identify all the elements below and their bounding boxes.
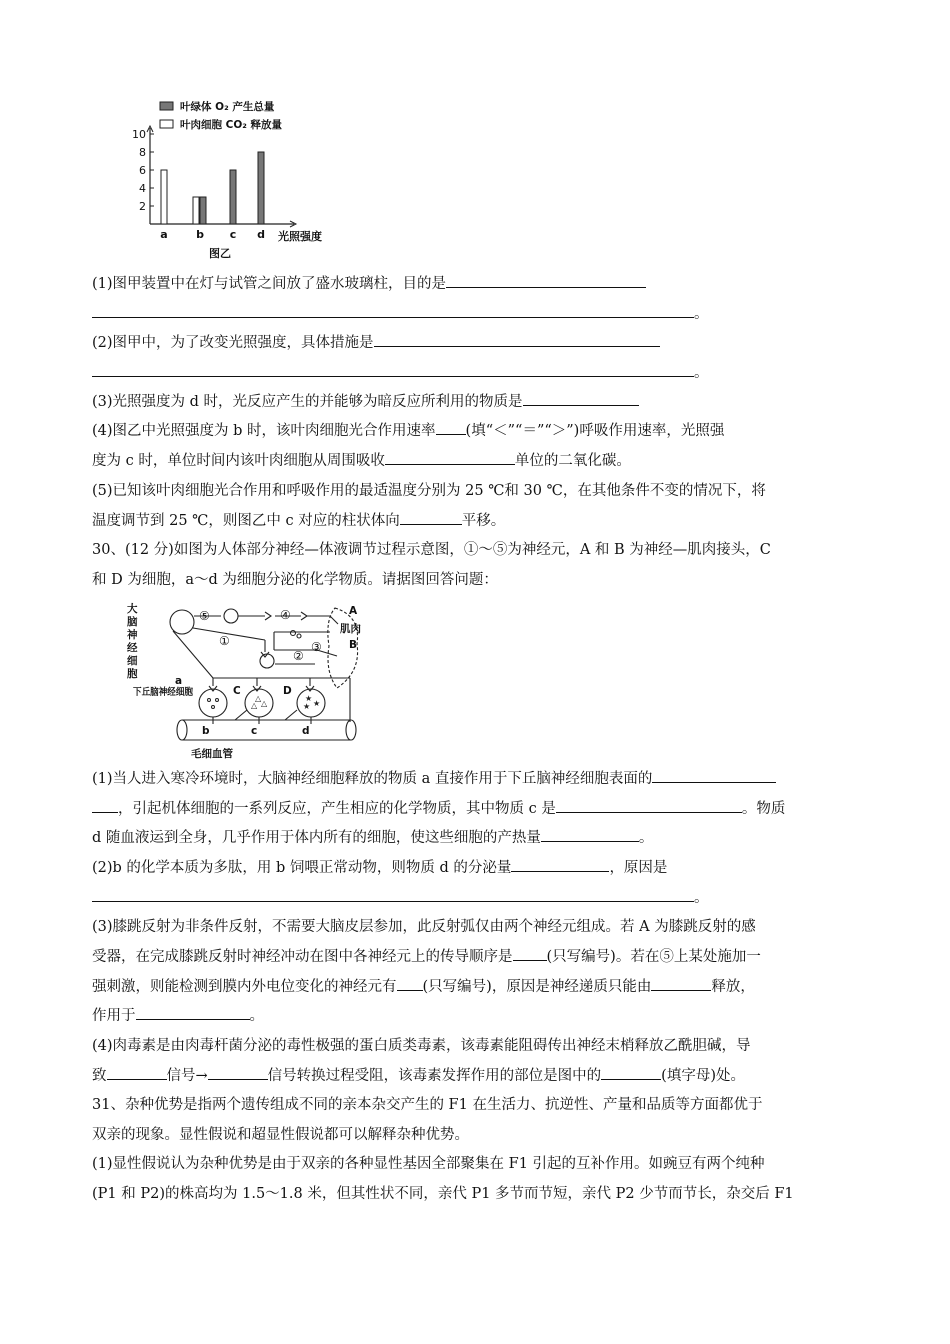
answer-blank[interactable]: [601, 1067, 661, 1080]
text-line: 温度调节到 25 ℃，则图乙中 c 对应的柱状体向 平移。: [92, 513, 506, 529]
x-tick-label: d: [257, 228, 265, 241]
svg-text:△: △: [255, 694, 262, 703]
svg-text:细: 细: [127, 655, 138, 667]
text-line: (2)b 的化学本质为多肽，用 b 饲喂正常动物，则物质 d 的分泌量 ，原因是: [92, 860, 668, 876]
text-line: (P1 和 P2)的株高均为 1.5～1.8 米，但其性状不同，亲代 P1 多节而节短，亲代 P2 少节而节长，杂交后 F1: [92, 1186, 794, 1202]
label-b: b: [202, 725, 210, 737]
legend-label-co2: 叶肉细胞 CO₂ 释放量: [180, 119, 283, 131]
neuron-2-soma: [260, 654, 274, 668]
svg-text:△: △: [261, 699, 268, 708]
text-line: (3)光照强度为 d 时，光反应产生的并能够为暗反应所利用的物质是: [92, 390, 862, 411]
y-tick-label: 10: [132, 128, 146, 141]
text-line: (3)膝跳反射为非条件反射，不需要大脑皮层参加，此反射弧仅由两个神经元组成。若 A 为膝跳反射的感: [92, 919, 756, 935]
bar-co2-release: [193, 197, 199, 224]
answer-blank[interactable]: [511, 859, 609, 872]
legend-swatch-o2: [160, 102, 173, 110]
text-line: (5)已知该叶肉细胞光合作用和呼吸作用的最适温度分别为 25 ℃和 30 ℃，在其他条件不变的情况下，将: [92, 483, 766, 499]
legend-swatch-co2: [160, 120, 173, 128]
text-line: 30、(12 分)如图为人体部分神经—体液调节过程示意图，①～⑤为神经元，A 和 B 为神经—肌肉接头，C: [92, 542, 771, 558]
label-hypothalamus: 下丘脑神经细胞: [133, 687, 200, 698]
brain-neuron-soma: [170, 610, 194, 634]
answer-blank[interactable]: [374, 334, 660, 347]
neural-humoral-diagram: [125, 602, 375, 760]
text-line: 作用于 。: [92, 1008, 264, 1024]
svg-text:★: ★: [313, 699, 321, 708]
label-neuron-1: ①: [219, 634, 230, 648]
text-line: 双亲的现象。显性假说和超显性假说都可以解释杂种优势。: [92, 1127, 469, 1143]
bar-o2-production: [230, 170, 236, 224]
answer-blank[interactable]: [397, 978, 423, 991]
text-line: 31、杂种优势是指两个遗传组成不同的亲本杂交产生的 F1 在生活力、抗逆性、产量和品质等方面都优于: [92, 1097, 763, 1113]
answer-blank[interactable]: [436, 422, 466, 435]
label-a: a: [175, 675, 183, 687]
svg-text:★: ★: [305, 694, 313, 703]
answer-blank[interactable]: [385, 452, 515, 465]
x-tick-label: a: [160, 228, 168, 241]
answer-blank[interactable]: [107, 1067, 167, 1080]
answer-blank[interactable]: [136, 1007, 250, 1020]
text-line: (4)肉毒素是由肉毒杆菌分泌的毒性极强的蛋白质类毒素，该毒素能阻碍传出神经末梢释放乙酰胆碱，导: [92, 1038, 751, 1054]
answer-blank[interactable]: [652, 770, 776, 783]
x-tick-label: c: [229, 228, 237, 241]
text-line: (4)图乙中光照强度为 b 时，该叶肉细胞光合作用速率 (填“＜”“＝”“＞”)呼吸作用速率，光照强: [92, 423, 725, 439]
answer-blank[interactable]: [208, 1067, 268, 1080]
svg-text:★: ★: [303, 702, 311, 711]
svg-text:胞: 胞: [127, 668, 138, 680]
text-line: (2)图甲中，为了改变光照强度，具体措施是: [92, 331, 862, 352]
label-neuron-3: ③: [311, 640, 322, 654]
text-line: d 随血液运到全身，几乎作用于体内所有的细胞，使这些细胞的产热量 。: [92, 830, 654, 846]
label-c: c: [251, 725, 258, 737]
text-line: 。: [92, 361, 862, 382]
label-C: C: [233, 685, 241, 697]
answer-blank[interactable]: [92, 800, 118, 813]
hypothalamus-cell: [199, 689, 227, 717]
chart-caption: 图乙: [209, 247, 231, 260]
label-neuron-2: ②: [293, 649, 304, 663]
answer-blank[interactable]: [446, 275, 646, 288]
answer-blank[interactable]: [513, 948, 547, 961]
bar-o2-production: [200, 197, 206, 224]
neuron-5-soma: [224, 609, 238, 623]
text-line: 。: [92, 302, 862, 323]
text-line: 受器，在完成膝跳反射时神经冲动在图中各神经元上的传导顺序是 (只写编号)。若在⑤上某处施加一: [92, 949, 761, 965]
text-line: 度为 c 时，单位时间内该叶肉细胞从周围吸收 单位的二氧化碳。: [92, 453, 631, 469]
text-line: ，引起机体细胞的一系列反应，产生相应的化学物质，其中物质 c 是 。物质: [92, 797, 862, 818]
answer-blank[interactable]: [92, 889, 694, 902]
bar-o2-production: [258, 152, 264, 224]
y-tick-label: 8: [139, 146, 146, 159]
svg-text:脑: 脑: [127, 616, 138, 628]
bar-chart-figure-yi: [120, 96, 360, 262]
answer-blank[interactable]: [556, 800, 742, 813]
legend-label-o2: 叶绿体 O₂ 产生总量: [180, 101, 275, 113]
answer-blank[interactable]: [523, 393, 639, 406]
text-line: 致 信号→ 信号转换过程受阻，该毒素发挥作用的部位是图中的 (填字母)处。: [92, 1068, 745, 1084]
label-brain-1: 大: [127, 603, 138, 615]
svg-text:经: 经: [127, 642, 138, 654]
label-neuron-5: ⑤: [199, 609, 210, 623]
text-line: 强刺激，则能检测到膜内外电位变化的神经元有 (只写编号)，原因是神经递质只能由 释放，: [92, 979, 755, 995]
answer-blank[interactable]: [400, 512, 462, 525]
text-line: (1)图甲装置中在灯与试管之间放了盛水玻璃柱，目的是: [92, 272, 862, 293]
text-line: (1)显性假说认为杂种优势是由于双亲的各种显性基因全部聚集在 F1 引起的互补作用。如豌豆有两个纯种: [92, 1156, 765, 1172]
label-capillary: 毛细血管: [191, 748, 233, 760]
text-line: 和 D 为细胞，a～d 为细胞分泌的化学物质。请据图回答问题：: [92, 572, 498, 588]
bar-co2-release: [161, 170, 167, 224]
x-tick-label: b: [196, 228, 204, 241]
svg-text:△: △: [251, 701, 258, 710]
label-neuron-4: ④: [280, 608, 291, 622]
y-tick-label: 2: [139, 200, 146, 213]
y-tick-label: 6: [139, 164, 146, 177]
answer-blank[interactable]: [92, 364, 694, 377]
label-d: d: [302, 725, 310, 737]
text-line: 。: [92, 886, 862, 907]
svg-text:神: 神: [127, 629, 138, 641]
answer-blank[interactable]: [651, 978, 711, 991]
label-muscle: 肌肉: [340, 623, 361, 635]
label-A: A: [349, 605, 358, 617]
x-axis-label: 光照强度: [278, 230, 322, 243]
answer-blank[interactable]: [541, 829, 639, 842]
answer-blank[interactable]: [92, 305, 694, 318]
label-B: B: [349, 639, 358, 651]
label-D: D: [283, 685, 292, 697]
y-tick-label: 4: [139, 182, 146, 195]
text-line: (1)当人进入寒冷环境时，大脑神经细胞释放的物质 a 直接作用于下丘脑神经细胞表面的: [92, 767, 862, 788]
